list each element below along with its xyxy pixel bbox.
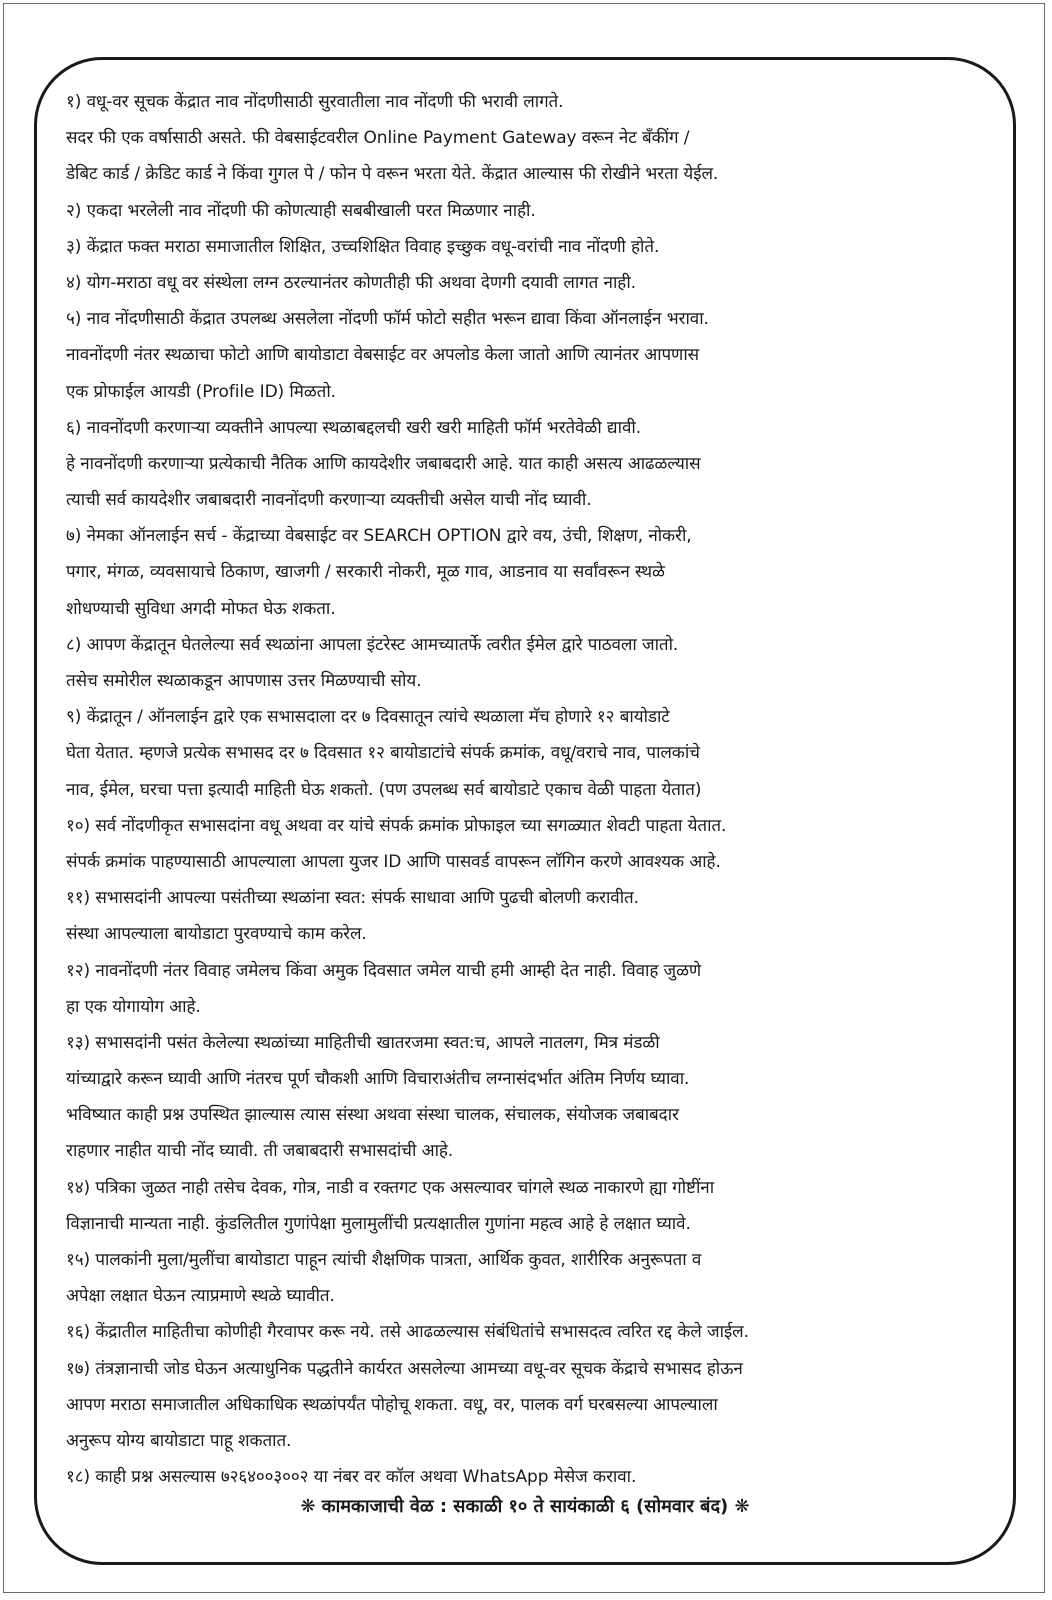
rule-line: आपण मराठा समाजातील अधिकाधिक स्थळांपर्यंत पोहोचू शकता. वधू, वर, पालक वर्ग घरबसल्या आपल्याला — [66, 1394, 718, 1415]
rule-line: १५) पालकांनी मुला/मुलींचा बायोडाटा पाहून त्यांची शैक्षणिक पात्रता, आर्थिक कुवत, शारीरिक अनुरूपता व — [66, 1250, 702, 1270]
rule-line: ३) केंद्रात फक्त मराठा समाजातील शिक्षित, उच्चशिक्षित विवाह इच्छुक वधू-वरांची नाव नोंदणी होते. — [66, 236, 660, 257]
rule-line: ४) योग-मराठा वधू वर संस्थेला लग्न ठरल्यानंतर कोणतीही फी अथवा देणगी दयावी लागत नाही. — [66, 272, 636, 293]
rule-line: ६) नावनोंदणी करणाऱ्या व्यक्तीने आपल्या स्थळाबद्दलची खरी खरी माहिती फॉर्म भरतेवेळी द्यावी. — [66, 417, 642, 438]
rule-line: १८) काही प्रश्न असल्यास ७२६४००३००२ या नंबर वर कॉल अथवा WhatsApp मेसेज करावा. — [66, 1467, 637, 1488]
rule-line: राहणार नाहीत याची नोंद घ्यावी. ती जबाबदारी सभासदांची आहे. — [66, 1141, 454, 1162]
rule-line: ७) नेमका ऑनलाईन सर्च - केंद्राच्या वेबसाईट वर SEARCH OPTION द्वारे वय, उंची, शिक्षण, नोकरी, — [66, 526, 692, 547]
rule-line: तसेच समोरील स्थळाकडून आपणास उत्तर मिळण्याची सोय. — [66, 671, 422, 691]
rule-line: त्याची सर्व कायदेशीर जबाबदारी नावनोंदणी करणाऱ्या व्यक्तीची असेल याची नोंद घ्यावी. — [66, 490, 592, 511]
rule-line: संपर्क क्रमांक पाहण्यासाठी आपल्याला आपला युजर ID आणि पासवर्ड वापरून लॉगिन करणे आवश्यक आहे. — [66, 851, 721, 872]
rule-line: १३) सभासदांनी पसंत केलेल्या स्थळांच्या माहितीची खातरजमा स्वत:च, आपले नातलग, मित्र मंडळी — [66, 1032, 660, 1053]
rule-line: ८) आपण केंद्रातून घेतलेल्या सर्व स्थळांना आपला इंटरेस्ट आमच्यातर्फे त्वरीत ईमेल द्वारे पाठवला जातो. — [66, 634, 679, 655]
rule-line: डेबिट कार्ड / क्रेडिट कार्ड ने किंवा गुगल पे / फोन पे वरून भरता येते. केंद्रात आल्यास फी रोखीने भरता येईल. — [66, 164, 719, 185]
rule-line: एक प्रोफाईल आयडी (Profile ID) मिळतो. — [66, 381, 336, 402]
rule-line: १७) तंत्रज्ञानाची जोड घेऊन अत्याधुनिक पद्धतीने कार्यरत असलेल्या आमच्या वधू-वर सूचक केंद्राचे सभासद होऊन — [66, 1358, 743, 1379]
rule-line: १०) सर्व नोंदणीकृत सभासदांना वधू अथवा वर यांचे संपर्क क्रमांक प्रोफाइल च्या सगळ्यात शेवटी पाहता येतात. — [66, 815, 727, 836]
rule-line: संस्था आपल्याला बायोडाटा पुरवण्याचे काम करेल. — [66, 924, 367, 945]
rule-line: शोधण्याची सुविधा अगदी मोफत घेऊ शकता. — [66, 598, 336, 619]
rule-line: विज्ञानाची मान्यता नाही. कुंडलितील गुणांपेक्षा मुलामुलींची प्रत्यक्षातील गुणांना महत्व आहे हे लक्षात घ्यावे. — [66, 1213, 691, 1234]
rule-line: ९) केंद्रातून / ऑनलाईन द्वारे एक सभासदाला दर ७ दिवसातून त्यांचे स्थळाला मॅच होणारे १२ बायोडाटे — [66, 707, 670, 728]
rule-line: हा एक योगायोग आहे. — [66, 996, 201, 1017]
rules-list — [66, 84, 996, 1495]
rule-line: भविष्यात काही प्रश्न उपस्थित झाल्यास त्यास संस्था अथवा संस्था चालक, संचालक, संयोजक जबाबदार — [66, 1105, 679, 1126]
rule-line: नावनोंदणी नंतर स्थळाचा फोटो आणि बायोडाटा वेबसाईट वर अपलोड केला जातो आणि त्यानंतर आपणास — [66, 345, 700, 366]
rule-line: १) वधू-वर सूचक केंद्रात नाव नोंदणीसाठी सुरवातीला नाव नोंदणी फी भरावी लागते. — [66, 92, 564, 112]
rule-line: अपेक्षा लक्षात घेऊन त्याप्रमाणे स्थळे घ्यावीत. — [66, 1286, 335, 1307]
rule-line: घेता येतात. म्हणजे प्रत्येक सभासद दर ७ दिवसात १२ बायोडाटांचे संपर्क क्रमांक, वधू/वराचे नाव, पालकांचे — [66, 743, 700, 764]
rule-line: पगार, मंगळ, व्यवसायाचे ठिकाण, खाजगी / सरकारी नोकरी, मूळ गाव, आडनाव या सर्वांवरून स्थळे — [66, 562, 665, 583]
rule-line: ५) नाव नोंदणीसाठी केंद्रात उपलब्ध असलेला नोंदणी फॉर्म फोटो सहीत भरून द्यावा किंवा ऑनलाईन भरावा. — [66, 309, 709, 330]
rule-line: १६) केंद्रातील माहितीचा कोणीही गैरवापर करू नये. तसे आढळल्यास संबंधितांचे सभासदत्व त्वरित रद्द केले जाईल. — [66, 1322, 749, 1343]
rule-line: यांच्याद्वारे करून घ्यावी आणि नंतरच पूर्ण चौकशी आणि विचाराअंतीच लग्नासंदर्भात अंतिम निर्णय घ्यावा. — [66, 1069, 690, 1090]
rule-line: १२) नावनोंदणी नंतर विवाह जमेलच किंवा अमुक दिवसात जमेल याची हमी आम्ही देत नाही. विवाह जुळणे — [66, 960, 702, 981]
rule-line: हे नावनोंदणी करणाऱ्या प्रत्येकाची नैतिक आणि कायदेशीर जबाबदारी आहे. यात काही असत्य आढळल्यास — [66, 453, 701, 474]
rule-line: १४) पत्रिका जुळत नाही तसेच देवक, गोत्र, नाडी व रक्तगट एक असल्यावर चांगले स्थळ नाकारणे ह्या गोष्टींना — [66, 1177, 715, 1198]
rule-line: नाव, ईमेल, घरचा पत्ता इत्यादी माहिती घेऊ शकतो. (पण उपलब्ध सर्व बायोडाटे एकाच वेळी पाहता येतात) — [66, 779, 702, 800]
rule-line: ११) सभासदांनी आपल्या पसंतीच्या स्थळांना स्वत: संपर्क साधावा आणि पुढची बोलणी करावीत. — [66, 888, 639, 909]
rule-line: अनुरूप योग्य बायोडाटा पाहू शकतात. — [66, 1430, 292, 1451]
office-hours: ❋ कामकाजाची वेळ : सकाळी १० ते सायंकाळी ६ (सोमवार बंद) ❋ — [300, 1496, 750, 1517]
rule-line: २) एकदा भरलेली नाव नोंदणी फी कोणत्याही सबबीखाली परत मिळणार नाही. — [66, 200, 536, 221]
rule-line: सदर फी एक वर्षासाठी असते. फी वेबसाईटवरील Online Payment Gateway वरून नेट बँकींग / — [66, 128, 690, 149]
